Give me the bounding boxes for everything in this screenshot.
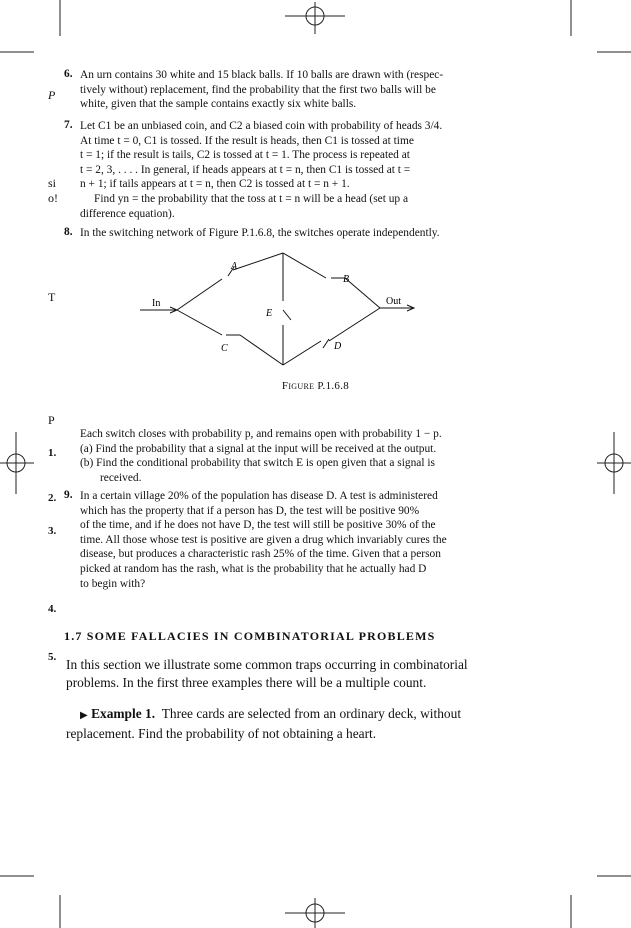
problem-number: 7. xyxy=(64,119,73,131)
problem-7-text xyxy=(80,119,497,221)
text-line: time. All those whose test is positive are given a drug which invariably cures the xyxy=(80,533,447,546)
text-line: At time t = 0, C1 is tossed. If the result is heads, then C1 is tossed at time xyxy=(80,134,414,147)
section-heading: 1.7 SOME FALLACIES IN COMBINATORIAL PROBLEMS xyxy=(64,629,436,643)
problem-9-text xyxy=(80,489,497,591)
text-line: problems. In the first three examples there will be a multiple count. xyxy=(66,674,427,690)
label-c: C xyxy=(221,343,228,354)
text-line: disease, but produces a characteristic rash 25% of the time. Given that a person xyxy=(80,548,441,561)
label-in: In xyxy=(152,298,161,309)
text-line: received. xyxy=(100,471,142,484)
margin-fragment: P xyxy=(48,88,56,102)
problem-number: 6. xyxy=(64,68,73,80)
text-line: white, given that the sample contains exactly six white balls. xyxy=(80,98,357,111)
text-line: Each switch closes with probability p, and remains open with probability 1 − p. xyxy=(80,428,442,440)
margin-fragment: 4. xyxy=(48,603,57,615)
margin-fragment: 2. xyxy=(48,492,57,504)
text-line: In a certain village 20% of the population has disease D. A test is administered xyxy=(80,490,438,502)
figure-caption xyxy=(0,380,631,392)
text-line: difference equation). xyxy=(80,207,175,220)
label-d: D xyxy=(334,341,342,352)
label-out: Out xyxy=(386,296,401,307)
example-1 xyxy=(66,705,498,742)
text-line: (a) Find the probability that a signal at the input will be received at the output. xyxy=(80,442,437,455)
label-a: A xyxy=(231,261,238,272)
text-line: Let C1 be an unbiased coin, and C2 a biased coin with probability of heads 3/4. xyxy=(80,120,443,132)
label-e: E xyxy=(266,308,273,319)
problem-number: 9. xyxy=(64,489,73,501)
text-line: Find yn = the probability that the toss at t = n will be a head (set up a xyxy=(94,192,409,205)
margin-fragment: si xyxy=(48,176,57,190)
margin-fragment: P xyxy=(48,413,55,427)
text-line: picked at random has the rash, what is the probability that he actually had D xyxy=(80,562,427,575)
problem-6-text xyxy=(80,68,497,112)
text-line: In the switching network of Figure P.1.6.8, the switches operate independently. xyxy=(80,227,440,239)
switching-network-figure xyxy=(130,245,430,380)
text-line: An urn contains 30 white and 15 black balls. If 10 balls are drawn with (respec- xyxy=(80,69,444,81)
text-line: In this section we illustrate some common traps occurring in combinatorial xyxy=(66,657,468,672)
caption-text: Figure P.1.6.8 xyxy=(281,380,350,392)
text-line: (b) Find the conditional probability that switch E is open given that a signal is xyxy=(80,457,435,470)
text-line: of the time, and if he does not have D, the test will still be positive 30% of the xyxy=(80,519,436,532)
text-line: which has the property that if a person has D, the test will be positive 90% xyxy=(80,504,420,517)
margin-fragment: o! xyxy=(48,191,58,205)
text-line: to begin with? xyxy=(80,577,146,590)
example-text: Three cards are selected from an ordinary deck, without xyxy=(161,706,462,721)
text-line: tively without) replacement, find the probability that the first two balls will be xyxy=(80,83,436,96)
text-line: replacement. Find the probability of not obtaining a heart. xyxy=(66,725,377,741)
example-marker-icon: ▶ xyxy=(80,710,88,721)
problem-8-text xyxy=(80,226,497,241)
text-line xyxy=(66,705,498,725)
margin-fragment: 5. xyxy=(48,651,57,663)
margin-fragment: T xyxy=(48,290,56,304)
problem-8-continued xyxy=(80,427,497,485)
margin-fragment: 3. xyxy=(48,525,57,537)
example-label: Example 1. xyxy=(91,706,156,721)
label-b: B xyxy=(343,274,350,285)
text-line: n + 1; if tails appears at t = n, then C2 is tossed at t = n + 1. xyxy=(80,178,350,191)
problem-number: 8. xyxy=(64,226,73,238)
margin-fragment: 1. xyxy=(48,447,57,459)
text-line: t = 1; if the result is tails, C2 is tossed at t = 1. The process is repeated at xyxy=(80,149,410,162)
section-intro xyxy=(66,656,498,691)
text-line: t = 2, 3, . . . . In general, if heads appears at t = n, then C1 is tossed at t = xyxy=(80,163,411,176)
